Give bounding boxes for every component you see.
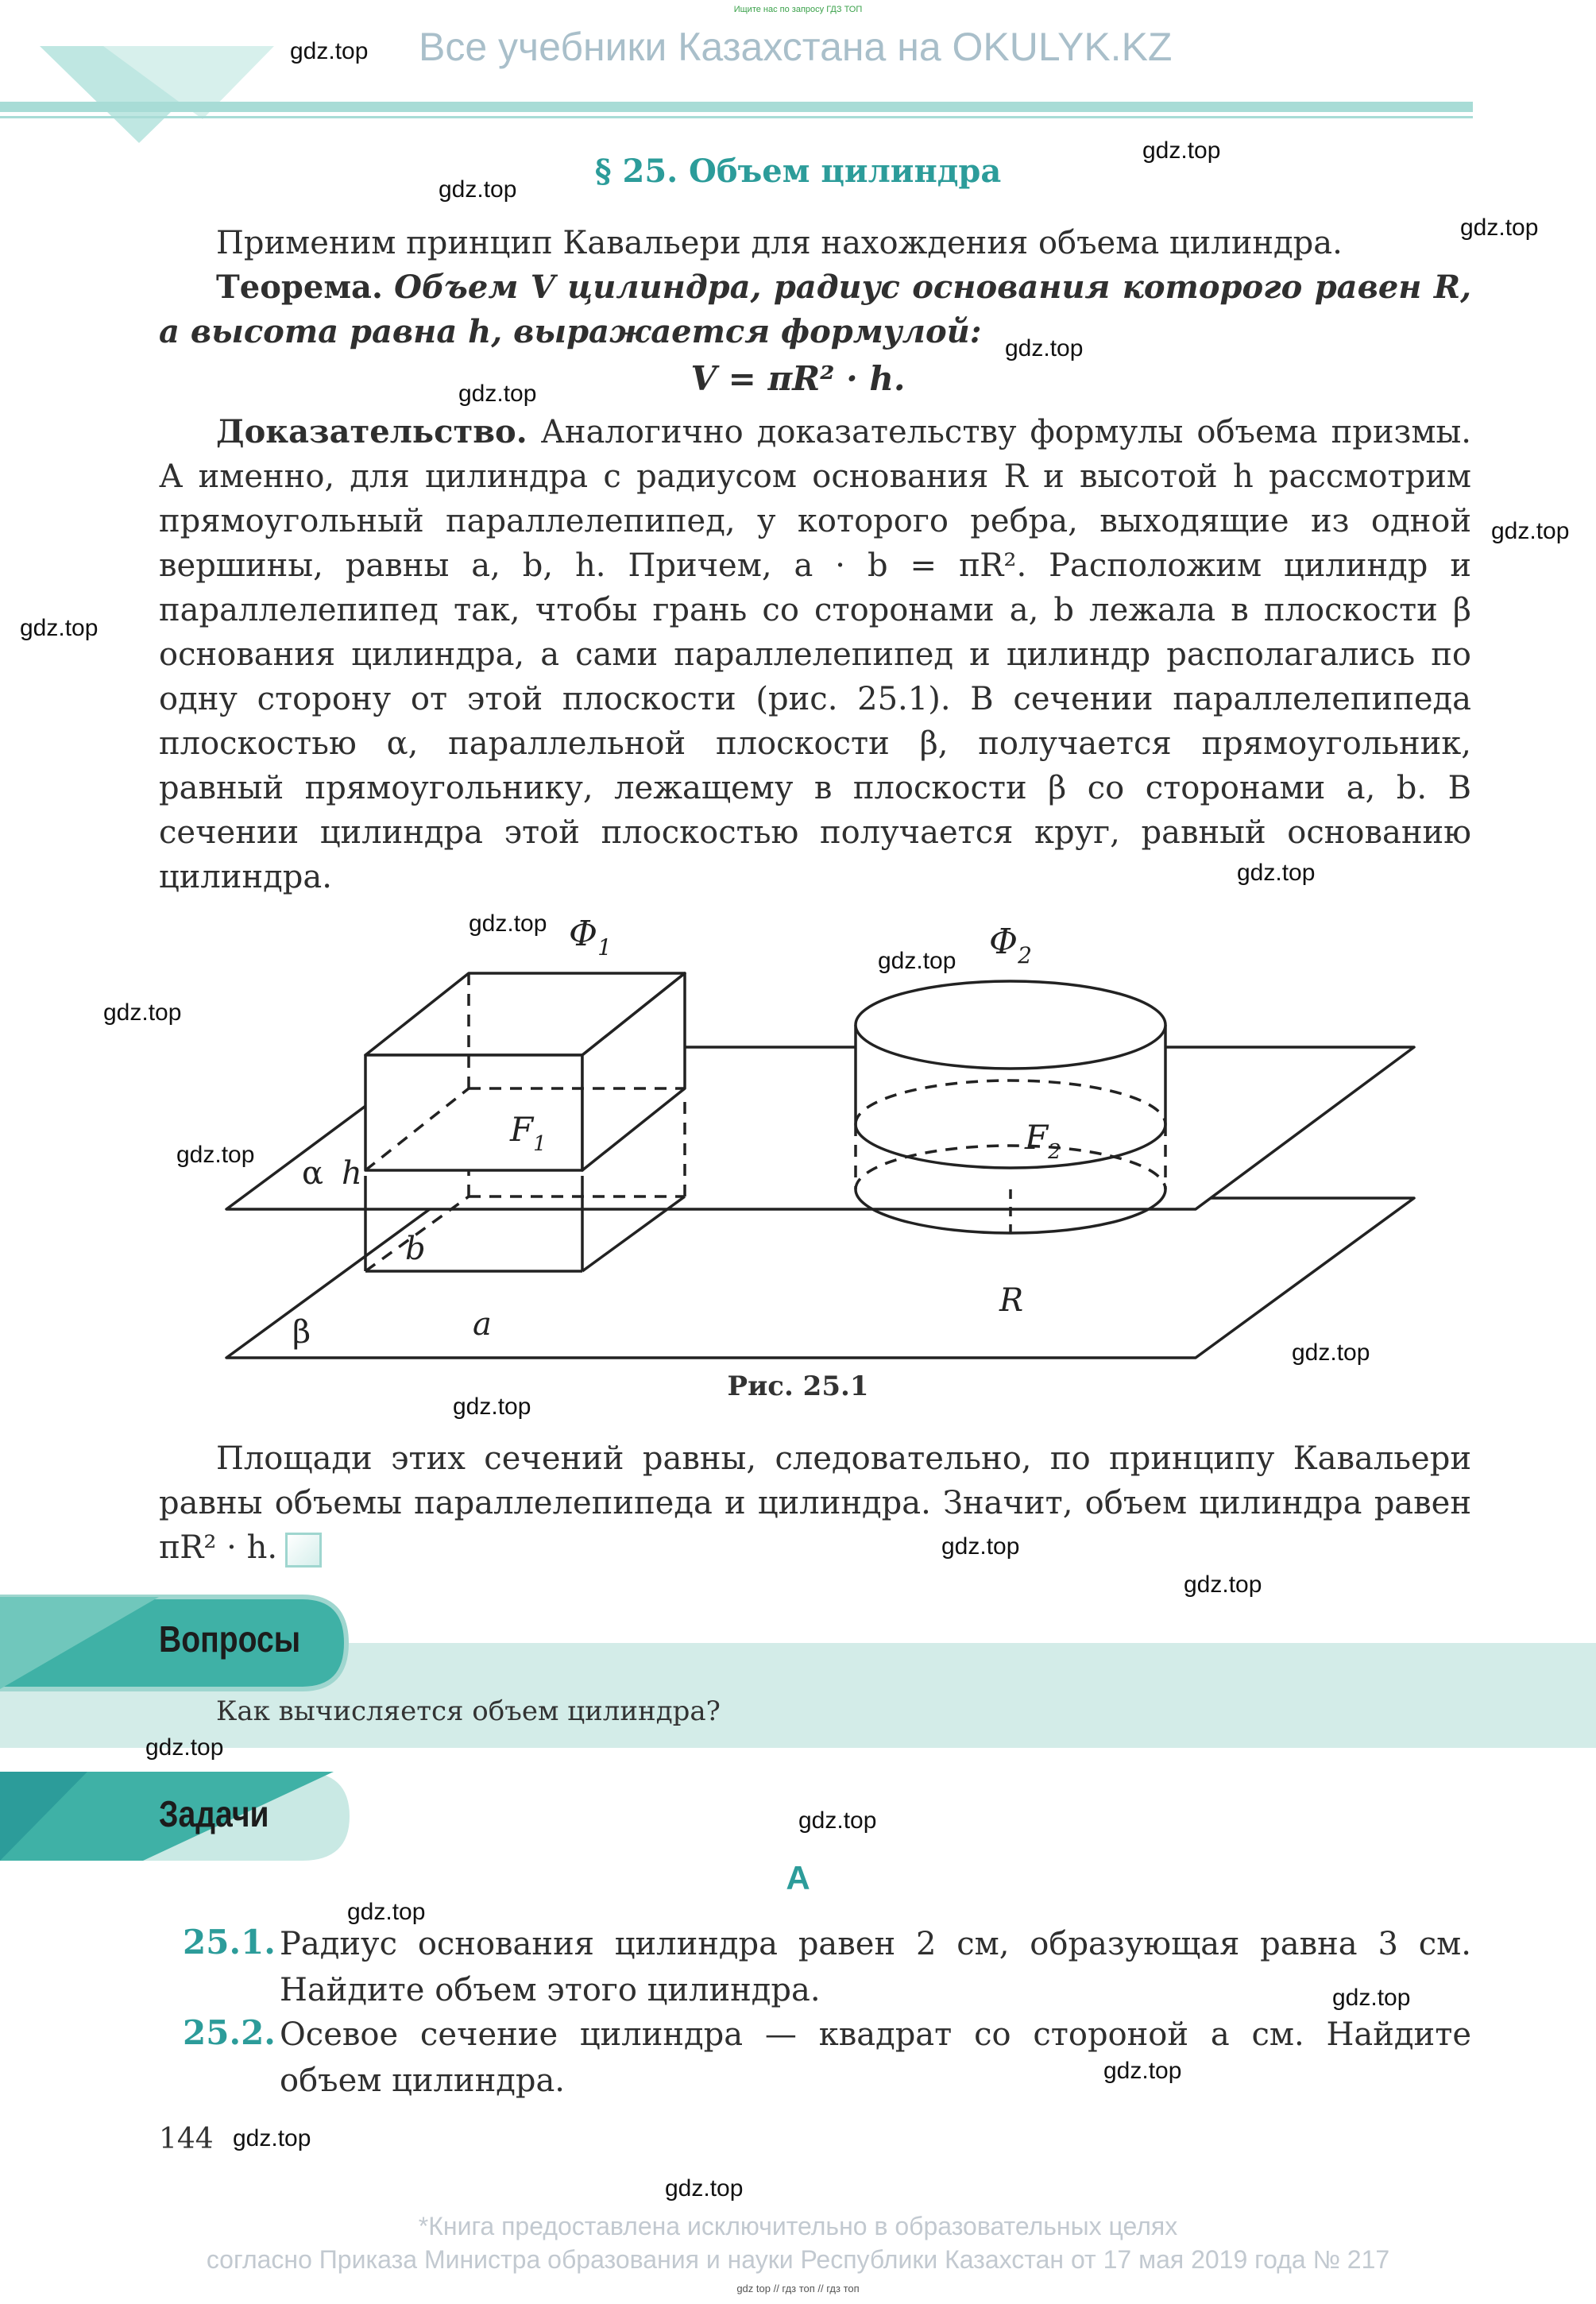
watermark: gdz.top bbox=[458, 381, 537, 407]
label-f1: $F_1$ bbox=[510, 1110, 547, 1156]
conclusion-text: Площади этих сечений равны, следовательно, по принципу Кавальери равны объемы параллелепипеда и цилиндра. Значит, объем цилиндра равен πR² · h. bbox=[159, 1440, 1471, 1566]
watermark: gdz.top bbox=[439, 176, 517, 203]
watermark: gdz.top bbox=[1103, 2058, 1182, 2084]
watermark: gdz.top bbox=[1292, 1339, 1370, 1366]
header-corner-decoration bbox=[0, 0, 334, 159]
top-note: Ищите нас по запросу ГДЗ ТОП bbox=[733, 5, 863, 14]
label-alpha: α bbox=[302, 1155, 324, 1192]
watermark: gdz.top bbox=[1237, 860, 1316, 886]
theorem-paragraph bbox=[159, 265, 1471, 354]
site-title[interactable]: Все учебники Казахстана на OKULYK.KZ bbox=[419, 25, 1173, 69]
label-phi2: $\Phi_2$ bbox=[989, 922, 1032, 968]
intro-paragraph: Применим принцип Кавальери для нахождения объема цилиндра. bbox=[216, 225, 1343, 261]
theorem-label: Теорема. bbox=[216, 269, 383, 306]
label-phi1: $\Phi_1$ bbox=[569, 914, 612, 961]
problem-text: Осевое сечение цилиндра — квадрат со стороной a см. Найдите объем цилиндра. bbox=[280, 2016, 1471, 2099]
watermark: gdz.top bbox=[453, 1394, 531, 1420]
watermark: gdz.top bbox=[665, 2175, 744, 2202]
proof-label: Доказательство. bbox=[216, 413, 527, 450]
footer-line-2: согласно Приказа Министра образования и науки Республики Казахстан от 17 мая 2019 года № 217 bbox=[206, 2245, 1390, 2274]
proof-text: Аналогично доказательству формулы объема призмы. А именно, для цилиндра с радиусом основания R и высотой h рассмотрим прямоугольный параллелепипед, у которого ребра, выходящие из одной вершины, равны a, b, h. Причем, a · b = πR². Расположим цилиндр и параллелепипед так, чтобы грань со сторонами a, b лежала в плоскости β основания цилиндра, а сами параллелепипед и цилиндр располагались по одну сторону от этой плоскости (рис. 25.1). В сечении параллелепипеда плоскостью α, параллельной плоскости β, получается прямоугольник, равный прямоугольнику, лежащему в плоскости β со сторонами a, b. В сечении цилиндра этой плоскостью получается круг, равный основанию цилиндра. bbox=[159, 414, 1471, 895]
watermark: gdz.top bbox=[290, 38, 369, 64]
watermark: gdz.top bbox=[941, 1533, 1020, 1560]
header-band-thin bbox=[0, 116, 1473, 118]
watermark: gdz.top bbox=[798, 1807, 877, 1834]
problem-number: 25.1. bbox=[183, 1923, 276, 1962]
watermark: gdz.top bbox=[347, 1899, 426, 1925]
section-title: § 25. Объем цилиндра bbox=[594, 153, 1002, 190]
difficulty-level-a: А bbox=[786, 1859, 810, 1896]
questions-label: Вопросы bbox=[159, 1618, 301, 1660]
figure-25-1 bbox=[0, 906, 1596, 1367]
watermark: gdz.top bbox=[1460, 215, 1539, 241]
watermark: gdz.top bbox=[1142, 137, 1221, 164]
problem-text: Радиус основания цилиндра равен 2 см, образующая равна 3 см. Найдите объем этого цилиндра. bbox=[280, 1926, 1471, 2008]
question-item: Как вычисляется объем цилиндра? bbox=[216, 1695, 721, 1727]
watermark: gdz.top bbox=[233, 2125, 311, 2151]
watermark: gdz.top bbox=[1005, 335, 1084, 361]
label-a: a bbox=[473, 1306, 492, 1343]
label-beta: β bbox=[292, 1314, 311, 1351]
watermark: gdz.top bbox=[103, 999, 182, 1026]
volume-formula: V = πR² · h. bbox=[690, 359, 906, 398]
plane-beta bbox=[226, 1198, 1414, 1358]
proof-paragraph bbox=[159, 410, 1471, 903]
footer-line-3: gdz top // гдз топ // гдз топ bbox=[736, 2283, 860, 2294]
page-number: 144 bbox=[159, 2123, 214, 2155]
watermark: gdz.top bbox=[1184, 1571, 1262, 1598]
watermark: gdz.top bbox=[176, 1142, 255, 1168]
problem-number: 25.2. bbox=[183, 2013, 276, 2052]
watermark: gdz.top bbox=[878, 948, 956, 974]
watermark: gdz.top bbox=[469, 910, 547, 937]
conclusion-paragraph bbox=[159, 1436, 1471, 1570]
watermark: gdz.top bbox=[1491, 518, 1570, 544]
watermark: gdz.top bbox=[145, 1734, 224, 1761]
figure-caption: Рис. 25.1 bbox=[727, 1370, 869, 1402]
label-f2: $F_2$ bbox=[1025, 1118, 1061, 1164]
label-b: b bbox=[405, 1231, 426, 1267]
footer-line-1: *Книга предоставлена исключительно в образовательных целях bbox=[418, 2212, 1178, 2240]
label-h: h bbox=[342, 1155, 362, 1192]
qed-square-icon bbox=[285, 1533, 322, 1568]
watermark: gdz.top bbox=[1332, 1985, 1411, 2011]
header-band bbox=[0, 102, 1473, 112]
label-r: R bbox=[999, 1282, 1024, 1319]
tasks-label: Задачи bbox=[159, 1793, 269, 1834]
watermark: gdz.top bbox=[20, 615, 99, 641]
theorem-text: Объем V цилиндра, радиус основания которого равен R, а высота равна h, выражается формулой: bbox=[159, 269, 1471, 350]
